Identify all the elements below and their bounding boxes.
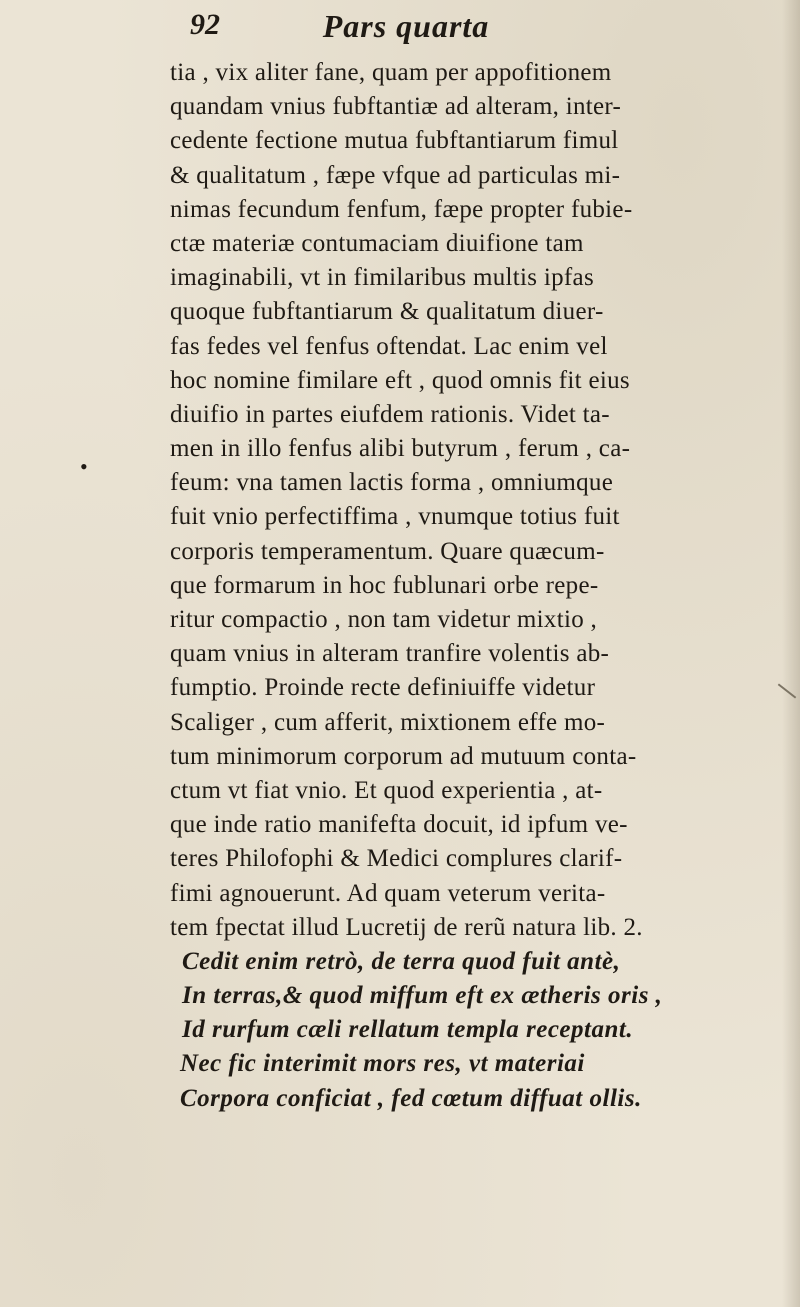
- text-line: imaginabili, vt in fimilaribus multis ipfas: [170, 264, 594, 292]
- text-line: tia , vix aliter fane, quam per appofitionem: [170, 59, 612, 86]
- text-line: & qualitatum , fæpe vfque ad particulas mi-: [170, 161, 621, 189]
- text-line: teres Philofophi & Medici complures clarif-: [170, 845, 623, 873]
- page-header: [190, 8, 610, 52]
- text-line: ctum vt fiat vnio. Et quod experientia , at-: [170, 776, 603, 804]
- text-line: tem fpectat illud Lucretij de rerũ natura lib. 2.: [170, 913, 643, 941]
- text-line: fas fedes vel fenfus oftendat. Lac enim vel: [170, 332, 608, 360]
- text-line: men in illo fenfus alibi butyrum , ferum , ca-: [170, 435, 631, 463]
- page-gutter-shadow: [782, 0, 800, 1307]
- verse-line: Nec fic interimit mors res, vt materiai: [180, 1050, 585, 1078]
- text-line: ritur compactio , non tam videtur mixtio ,: [170, 606, 598, 633]
- verse-line: Id rurfum cæli rellatum templa receptant.: [182, 1016, 634, 1044]
- text-line: fimi agnouerunt. Ad quam veterum verita-: [170, 879, 606, 907]
- verse-line: Cedit enim retrò, de terra quod fuit antè,: [182, 947, 621, 975]
- text-line: ctæ materiæ contumaciam diuifione tam: [170, 229, 584, 257]
- text-block: [170, 56, 770, 1116]
- verse-line: In terras,& quod miffum eft ex ætheris oris ,: [182, 982, 663, 1010]
- text-line: diuifio in partes eiufdem rationis. Videt ta-: [170, 400, 610, 428]
- text-line: feum: vna tamen lactis forma , omniumque: [170, 469, 614, 497]
- text-line: quoque fubftantiarum & qualitatum diuer-: [170, 298, 604, 326]
- text-line: fuit vnio perfectiffima , vnumque totius fuit: [170, 503, 620, 531]
- text-line: corporis temperamentum. Quare quæcum-: [170, 537, 605, 565]
- text-line: hoc nomine fimilare eft , quod omnis fit eius: [170, 366, 630, 394]
- margin-bullet-mark: •: [80, 454, 88, 479]
- verse-line: Corpora conficiat , fed cœtum diffuat ollis.: [180, 1084, 642, 1112]
- text-line: nimas fecundum fenfum, fæpe propter fubie-: [170, 195, 633, 223]
- text-line: quandam vnius fubftantiæ ad alteram, inter-: [170, 93, 622, 121]
- text-line: quam vnius in alteram tranfire volentis ab-: [170, 640, 610, 668]
- text-line: cedente fectione mutua fubftantiarum fimul: [170, 127, 619, 155]
- text-line: fumptio. Proinde recte definiuiffe videtur: [170, 674, 596, 702]
- page-number: 92: [190, 8, 220, 41]
- text-line: Scaliger , cum afferit, mixtionem effe mo-: [170, 708, 606, 736]
- text-line: que inde ratio manifefta docuit, id ipfum ve-: [170, 811, 628, 839]
- text-line: tum minimorum corporum ad mutuum conta-: [170, 742, 637, 770]
- text-line: que formarum in hoc fublunari orbe repe-: [170, 571, 599, 599]
- running-head: Pars quarta: [322, 8, 490, 44]
